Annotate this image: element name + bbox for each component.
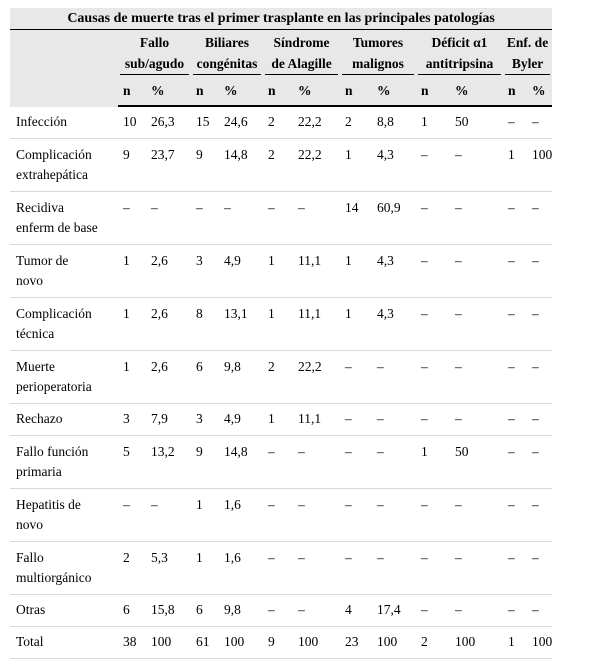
- table-container: [10, 8, 552, 659]
- sub-header-pct: %: [219, 77, 263, 107]
- cell-n: 2: [416, 627, 450, 659]
- cell-n: –: [263, 542, 293, 595]
- row-label-line1: Fallo: [16, 550, 44, 565]
- cell-n: 1: [118, 245, 146, 298]
- sub-header-pct: %: [293, 77, 340, 107]
- cell-n: 1: [416, 436, 450, 489]
- cell-n: 2: [263, 351, 293, 404]
- cell-n: –: [191, 192, 219, 245]
- cell-n: 1: [503, 627, 527, 659]
- cell-pct: –: [527, 404, 552, 436]
- row-label: [10, 404, 118, 436]
- cell-pct: 8,8: [372, 107, 416, 139]
- cell-pct: 100: [372, 627, 416, 659]
- row-label: [10, 139, 118, 192]
- cell-pct: –: [146, 489, 191, 542]
- row-label-line1: Otras: [16, 602, 46, 617]
- row-label-line1: Complicación: [16, 147, 92, 162]
- cell-pct: –: [450, 139, 503, 192]
- row-label-line2: primaria: [16, 464, 62, 479]
- cell-n: 8: [191, 298, 219, 351]
- cell-pct: –: [450, 489, 503, 542]
- table-row: [10, 351, 552, 404]
- row-label-line1: Recidiva: [16, 200, 64, 215]
- cell-pct: –: [146, 192, 191, 245]
- cell-n: –: [416, 595, 450, 627]
- row-label-line1: Muerte: [16, 359, 55, 374]
- cell-n: 6: [191, 351, 219, 404]
- table-row: [10, 192, 552, 245]
- cell-n: –: [416, 351, 450, 404]
- cell-pct: –: [219, 192, 263, 245]
- row-label: [10, 298, 118, 351]
- cell-n: –: [118, 489, 146, 542]
- table-row: [10, 298, 552, 351]
- cell-pct: 9,8: [219, 351, 263, 404]
- cell-n: –: [416, 245, 450, 298]
- cell-n: 1: [191, 489, 219, 542]
- cell-pct: 13,1: [219, 298, 263, 351]
- cell-pct: –: [450, 298, 503, 351]
- cell-n: 4: [340, 595, 372, 627]
- cell-pct: –: [372, 404, 416, 436]
- cell-pct: –: [372, 489, 416, 542]
- cell-pct: –: [372, 436, 416, 489]
- header-corner: [10, 29, 118, 107]
- cell-pct: 7,9: [146, 404, 191, 436]
- cell-pct: 1,6: [219, 489, 263, 542]
- sub-header-pct: %: [146, 77, 191, 107]
- cell-pct: 24,6: [219, 107, 263, 139]
- cell-pct: –: [293, 542, 340, 595]
- row-label-line2: extrahepática: [16, 167, 88, 182]
- row-label-line2: novo: [16, 273, 43, 288]
- cell-n: –: [416, 404, 450, 436]
- cell-pct: 100: [527, 139, 552, 192]
- row-label-line1: Hepatitis de: [16, 497, 81, 512]
- cell-pct: 15,8: [146, 595, 191, 627]
- table-row: [10, 107, 552, 139]
- row-label-line1: Total: [16, 634, 44, 649]
- cell-pct: –: [450, 192, 503, 245]
- cell-pct: 5,3: [146, 542, 191, 595]
- cell-n: 23: [340, 627, 372, 659]
- cell-n: –: [503, 595, 527, 627]
- row-label: [10, 595, 118, 627]
- cell-pct: 17,4: [372, 595, 416, 627]
- table-row: [10, 139, 552, 192]
- cell-n: –: [340, 542, 372, 595]
- table-row: [10, 245, 552, 298]
- row-label: [10, 542, 118, 595]
- cell-pct: 4,3: [372, 298, 416, 351]
- cell-n: –: [416, 542, 450, 595]
- cell-n: 6: [118, 595, 146, 627]
- cell-n: 15: [191, 107, 219, 139]
- cell-n: 3: [191, 245, 219, 298]
- sub-header-n: n: [263, 77, 293, 107]
- row-label-line2: novo: [16, 517, 43, 532]
- cell-pct: 100: [293, 627, 340, 659]
- cell-n: –: [503, 351, 527, 404]
- table-title: Causas de muerte tras el primer trasplante en las principales patologías: [10, 8, 552, 29]
- cell-pct: 2,6: [146, 351, 191, 404]
- cell-pct: 4,3: [372, 139, 416, 192]
- cell-pct: –: [372, 351, 416, 404]
- row-label: [10, 489, 118, 542]
- cell-pct: –: [527, 192, 552, 245]
- cell-pct: –: [527, 351, 552, 404]
- cell-n: 1: [340, 298, 372, 351]
- cell-n: –: [503, 107, 527, 139]
- cell-pct: 22,2: [293, 107, 340, 139]
- table-row: [10, 404, 552, 436]
- cell-pct: 14,8: [219, 139, 263, 192]
- cell-n: 1: [340, 245, 372, 298]
- cell-n: –: [340, 351, 372, 404]
- cell-n: –: [263, 192, 293, 245]
- cell-n: 9: [191, 436, 219, 489]
- cell-pct: –: [450, 404, 503, 436]
- cell-pct: 22,2: [293, 351, 340, 404]
- cell-n: 1: [263, 404, 293, 436]
- cell-n: –: [503, 436, 527, 489]
- cell-n: 9: [118, 139, 146, 192]
- cell-n: 2: [263, 107, 293, 139]
- sub-header-pct: %: [527, 77, 552, 107]
- cell-n: 1: [263, 245, 293, 298]
- cell-pct: –: [450, 351, 503, 404]
- cell-n: 61: [191, 627, 219, 659]
- group-header: Biliares congénitas: [191, 29, 263, 77]
- cell-pct: 4,9: [219, 404, 263, 436]
- sub-header-n: n: [503, 77, 527, 107]
- cell-pct: 100: [527, 627, 552, 659]
- cell-n: –: [263, 436, 293, 489]
- cell-n: –: [263, 595, 293, 627]
- row-label: [10, 107, 118, 139]
- group-header: Déficit α1 antitripsina: [416, 29, 503, 77]
- cell-pct: 60,9: [372, 192, 416, 245]
- table-body: [10, 107, 552, 659]
- cell-n: –: [503, 192, 527, 245]
- cell-n: 1: [416, 107, 450, 139]
- row-label-line1: Rechazo: [16, 411, 63, 426]
- group-header: Fallo sub/agudo: [118, 29, 191, 77]
- cell-n: –: [416, 192, 450, 245]
- cell-n: –: [340, 489, 372, 542]
- cell-n: 5: [118, 436, 146, 489]
- table-row: [10, 542, 552, 595]
- cell-n: 10: [118, 107, 146, 139]
- cell-pct: –: [293, 436, 340, 489]
- cell-n: 14: [340, 192, 372, 245]
- sub-header-n: n: [416, 77, 450, 107]
- cell-pct: –: [527, 245, 552, 298]
- cell-n: –: [263, 489, 293, 542]
- cell-pct: –: [450, 245, 503, 298]
- group-header: Enf. de Byler: [503, 29, 552, 77]
- cell-pct: 100: [219, 627, 263, 659]
- causes-of-death-table: [10, 8, 552, 659]
- cell-pct: –: [527, 595, 552, 627]
- row-label-line1: Complicación: [16, 306, 92, 321]
- row-label-line2: multiorgánico: [16, 570, 92, 585]
- cell-n: 1: [340, 139, 372, 192]
- cell-n: –: [118, 192, 146, 245]
- row-label: [10, 192, 118, 245]
- cell-n: 2: [263, 139, 293, 192]
- cell-pct: 11,1: [293, 404, 340, 436]
- cell-pct: 9,8: [219, 595, 263, 627]
- cell-n: 3: [118, 404, 146, 436]
- cell-pct: 23,7: [146, 139, 191, 192]
- table-row: [10, 627, 552, 659]
- cell-pct: –: [450, 595, 503, 627]
- cell-n: –: [503, 404, 527, 436]
- sub-header-n: n: [191, 77, 219, 107]
- cell-n: –: [416, 489, 450, 542]
- cell-n: –: [503, 489, 527, 542]
- cell-pct: 4,9: [219, 245, 263, 298]
- cell-n: 1: [191, 542, 219, 595]
- cell-n: –: [503, 245, 527, 298]
- cell-n: 1: [263, 298, 293, 351]
- cell-n: 1: [503, 139, 527, 192]
- cell-n: –: [340, 404, 372, 436]
- table-row: [10, 595, 552, 627]
- cell-pct: 11,1: [293, 298, 340, 351]
- row-label-line1: Tumor de: [16, 253, 69, 268]
- cell-pct: 1,6: [219, 542, 263, 595]
- cell-n: 38: [118, 627, 146, 659]
- cell-pct: –: [527, 298, 552, 351]
- row-label-line2: técnica: [16, 326, 55, 341]
- row-label-line2: enferm de base: [16, 220, 98, 235]
- row-label: [10, 436, 118, 489]
- cell-pct: –: [527, 107, 552, 139]
- group-header: Tumores malignos: [340, 29, 416, 77]
- group-header: Síndrome de Alagille: [263, 29, 340, 77]
- cell-n: –: [416, 139, 450, 192]
- cell-pct: 13,2: [146, 436, 191, 489]
- cell-pct: 100: [450, 627, 503, 659]
- cell-n: –: [503, 542, 527, 595]
- cell-n: 3: [191, 404, 219, 436]
- cell-n: 6: [191, 595, 219, 627]
- cell-n: 1: [118, 351, 146, 404]
- sub-header-pct: %: [450, 77, 503, 107]
- cell-pct: 2,6: [146, 298, 191, 351]
- sub-header-n: n: [118, 77, 146, 107]
- cell-pct: 11,1: [293, 245, 340, 298]
- cell-pct: –: [372, 542, 416, 595]
- cell-pct: 22,2: [293, 139, 340, 192]
- cell-pct: 14,8: [219, 436, 263, 489]
- row-label: [10, 351, 118, 404]
- cell-n: 9: [263, 627, 293, 659]
- cell-n: 2: [118, 542, 146, 595]
- cell-n: 2: [340, 107, 372, 139]
- cell-pct: 100: [146, 627, 191, 659]
- table-row: [10, 489, 552, 542]
- row-label-line2: perioperatoria: [16, 379, 92, 394]
- row-label: [10, 627, 118, 659]
- cell-n: –: [503, 298, 527, 351]
- cell-pct: –: [527, 489, 552, 542]
- cell-pct: –: [293, 192, 340, 245]
- row-label-line1: Fallo función: [16, 444, 89, 459]
- cell-pct: –: [527, 542, 552, 595]
- sub-header-n: n: [340, 77, 372, 107]
- cell-pct: 50: [450, 436, 503, 489]
- cell-pct: 2,6: [146, 245, 191, 298]
- cell-pct: –: [450, 542, 503, 595]
- table-row: [10, 436, 552, 489]
- sub-header-pct: %: [372, 77, 416, 107]
- cell-n: 9: [191, 139, 219, 192]
- cell-n: –: [340, 436, 372, 489]
- cell-n: 1: [118, 298, 146, 351]
- cell-pct: 26,3: [146, 107, 191, 139]
- cell-pct: –: [293, 595, 340, 627]
- cell-n: –: [416, 298, 450, 351]
- cell-pct: –: [527, 436, 552, 489]
- row-label: [10, 245, 118, 298]
- cell-pct: –: [293, 489, 340, 542]
- row-label-line1: Infección: [16, 114, 67, 129]
- cell-pct: 50: [450, 107, 503, 139]
- cell-pct: 4,3: [372, 245, 416, 298]
